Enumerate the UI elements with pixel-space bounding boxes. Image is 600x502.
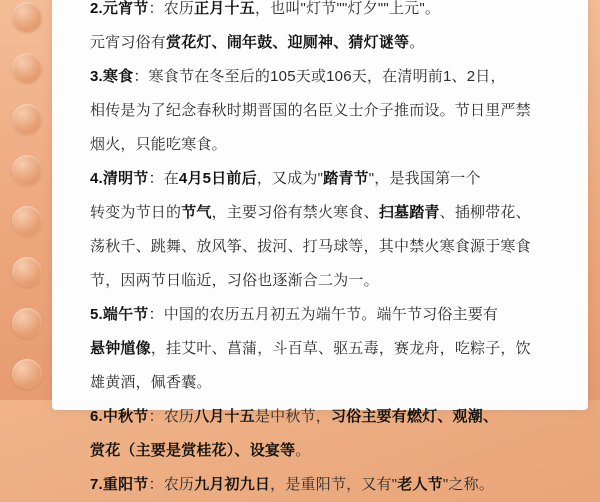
body-text: ，是重阳节，又有" [270,476,398,493]
paragraph-line [90,298,552,332]
paragraph-line [90,128,552,162]
paragraph-line [90,366,552,400]
punch-hole [12,308,42,338]
body-text: ：在 [148,170,179,187]
emphasis-text: 老人节 [397,476,443,493]
body-text: ：农历 [148,408,195,425]
body-text: 。 [409,34,425,51]
punch-hole [12,257,42,287]
punch-hole [12,104,42,134]
paragraph-line [90,60,552,94]
emphasis-text: 九月初九日 [194,476,271,493]
punch-hole-column [0,0,52,400]
body-text: ：中国的农历五月初五为端午节。端午节习俗主要有 [148,306,499,323]
body-text: "之称。 [442,476,495,493]
punch-hole [12,206,42,236]
paragraph-line [90,468,552,502]
emphasis-text: 7.重阳节 [90,476,149,493]
body-text: 荡秋千、跳舞、放风筝、拔河、打马球等，其中禁火寒食源于寒食 [90,238,531,255]
emphasis-text: 3.寒食 [90,68,134,85]
paragraph-line [90,0,552,26]
paragraph-line [90,196,552,230]
emphasis-text: 扫墓踏青 [378,204,440,221]
paragraph-line [90,26,552,60]
document-content [90,0,552,493]
emphasis-text: 5.端午节 [90,306,149,323]
emphasis-text: 悬钟馗像 [90,340,151,357]
punch-hole [12,359,42,389]
body-text: 节，因两节日临近，习俗也逐渐合二为一。 [90,272,379,289]
paragraph-line [90,230,552,264]
body-text: 元宵习俗有 [90,34,167,51]
punch-hole [12,155,42,185]
body-text: ：寒食节在冬至后的105天或106天，在清明前1、2日， [133,68,506,85]
body-text: ，也叫"灯节""灯夕""上元"。 [254,0,441,17]
body-text: 烟火，只能吃寒食。 [90,136,227,153]
body-text: ，主要习俗有禁火寒食、 [211,204,379,221]
body-text: 是中秋节， [254,408,331,425]
emphasis-text: 赏花（主要是赏桂花）、设宴等 [90,442,296,459]
emphasis-text: 赏花灯、闹年鼓、迎厕神、猜灯谜等 [166,34,410,51]
body-text: ，又成为" [256,170,324,187]
paragraph-line [90,94,552,128]
paragraph-line [90,434,552,468]
body-text: ：农历 [148,476,195,493]
body-text: 。 [295,442,311,459]
body-text: ：农历 [148,0,195,17]
emphasis-text: 踏青节 [323,170,369,187]
paragraph-line [90,400,552,434]
emphasis-text: 4月5日前后 [178,170,257,187]
body-text: 转变为节日的 [90,204,182,221]
emphasis-text: 2.元宵节 [90,0,149,17]
emphasis-text: 6.中秋节 [90,408,149,425]
body-text: "，是我国第一个 [368,170,481,187]
body-text: ，挂艾叶、菖蒲，斗百草、驱五毒，赛龙舟，吃粽子，饮 [150,340,531,357]
body-text: 雄黄酒，佩香囊。 [90,374,212,391]
emphasis-text: 节气 [181,204,212,221]
punch-hole [12,53,42,83]
emphasis-text: 习俗主要有燃灯、观潮、 [330,408,499,425]
body-text: 相传是为了纪念春秋时期晋国的名臣义士介子推而设。节日里严禁 [90,102,531,119]
paragraph-line [90,332,552,366]
emphasis-text: 正月十五 [194,0,255,17]
paragraph-line [90,162,552,196]
body-text: 、插柳带花、 [439,204,531,221]
emphasis-text: 4.清明节 [90,170,149,187]
paragraph-line [90,264,552,298]
punch-hole [12,2,42,32]
emphasis-text: 八月十五 [194,408,255,425]
